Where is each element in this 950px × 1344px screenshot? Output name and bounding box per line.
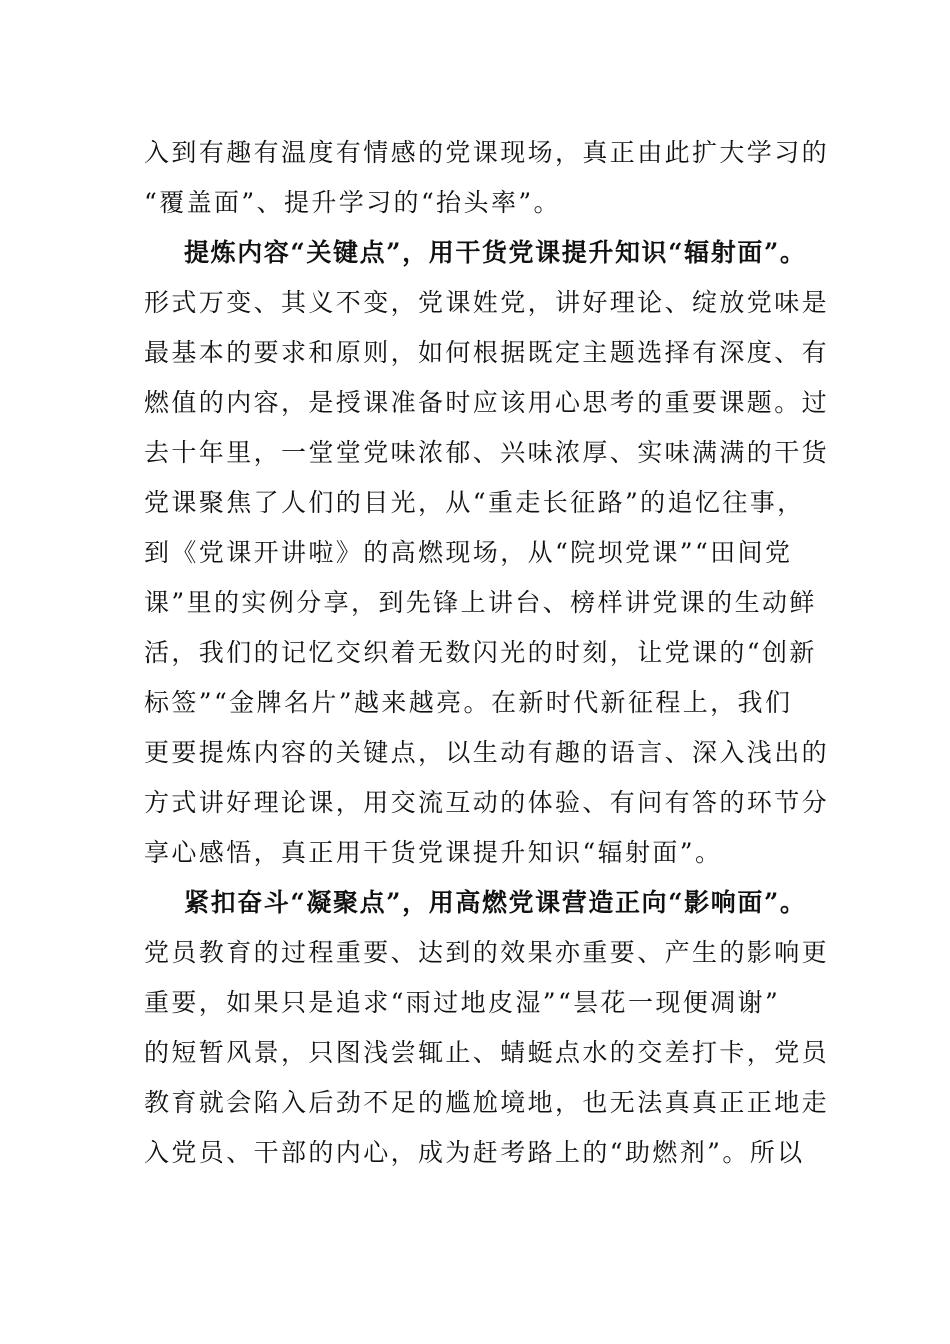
- paragraph-line: 更要提炼内容的关键点，以生动有趣的语言、深入浅出的: [144, 738, 830, 767]
- paragraph-line: 党员教育的过程重要、达到的效果亦重要、产生的影响更: [144, 938, 830, 967]
- section-heading-rallying-point: 紧扣奋斗“凝聚点”，用高燃党课营造正向“影响面”。: [184, 888, 807, 917]
- document-body: [144, 128, 830, 1178]
- paragraph-line: 方式讲好理论课，用交流互动的体验、有问有答的环节分: [144, 788, 830, 817]
- paragraph-line: 形式万变、其义不变，党课姓党，讲好理论、绽放党味是: [144, 288, 830, 317]
- section-heading-key-points: 提炼内容“关键点”，用干货党课提升知识“辐射面”。: [184, 238, 807, 267]
- paragraph-line: “覆盖面”、提升学习的“抬头率”。: [144, 188, 561, 217]
- paragraph-line: 入到有趣有温度有情感的党课现场，真正由此扩大学习的: [144, 138, 830, 167]
- paragraph-line: 教育就会陷入后劲不足的尴尬境地，也无法真真正正地走: [144, 1088, 830, 1117]
- paragraph-line: 党课聚焦了人们的目光，从“重走长征路”的追忆往事，: [144, 488, 805, 517]
- paragraph-line: 享心感悟，真正用干货党课提升知识“辐射面”。: [144, 838, 723, 867]
- paragraph-line: 去十年里，一堂堂党味浓郁、兴味浓厚、实味满满的干货: [144, 438, 830, 467]
- paragraph-line: 到《党课开讲啦》的高燃现场，从“院坝党课”“田间党: [144, 538, 793, 567]
- paragraph-line: 最基本的要求和原则，如何根据既定主题选择有深度、有: [144, 338, 830, 367]
- paragraph-line: 重要，如果只是追求“雨过地皮湿”“昙花一现便凋谢”: [144, 988, 781, 1017]
- paragraph-line: 标签”“金牌名片”越来越亮。在新时代新征程上，我们: [144, 688, 793, 717]
- paragraph-line: 入党员、干部的内心，成为赶考路上的“助燃剂”。所以: [144, 1138, 805, 1167]
- paragraph-line: 活，我们的记忆交织着无数闪光的时刻，让党课的“创新: [144, 638, 817, 667]
- paragraph-line: 燃值的内容，是授课准备时应该用心思考的重要课题。过: [144, 388, 830, 417]
- paragraph-line: 的短暂风景，只图浅尝辄止、蜻蜓点水的交差打卡，党员: [144, 1038, 830, 1067]
- paragraph-line: 课”里的实例分享，到先锋上讲台、榜样讲党课的生动鲜: [144, 588, 817, 617]
